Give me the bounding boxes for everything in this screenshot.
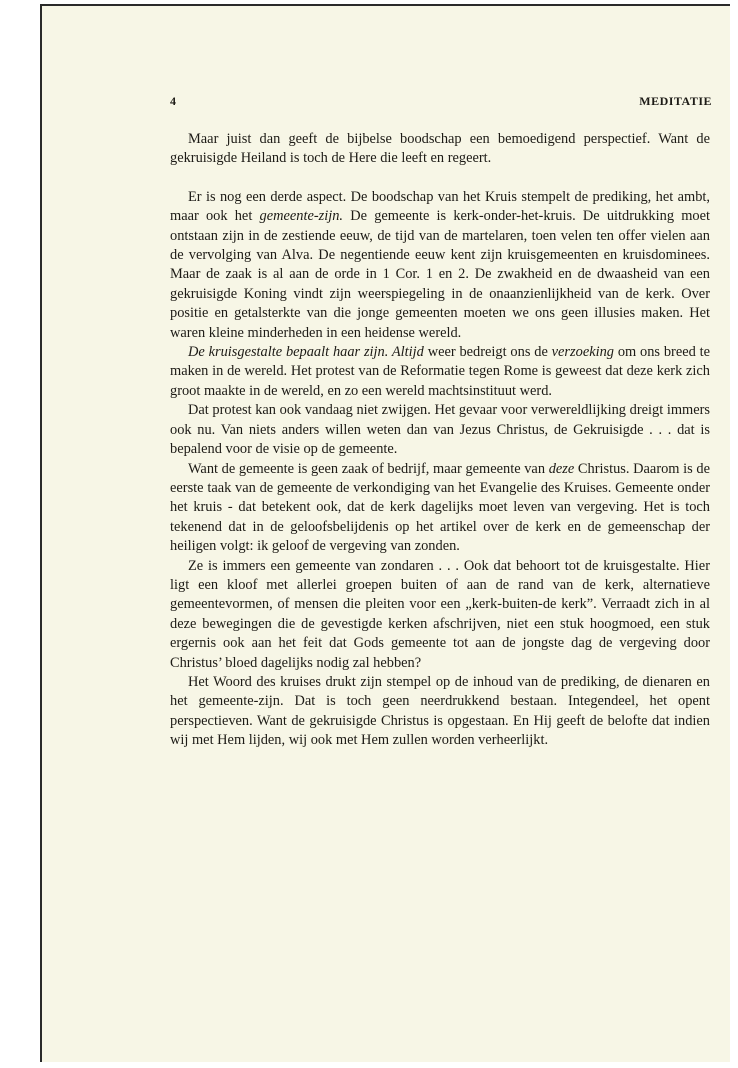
scanned-page (40, 4, 730, 1062)
paragraph (170, 188, 710, 343)
italic-span: verzoeking (551, 344, 614, 361)
paragraph (170, 557, 710, 673)
italic-span: deze (548, 460, 575, 477)
paragraph (170, 130, 710, 169)
text-span: Maar juist dan geeft de bijbelse boodschap een bemoedigend perspectief. Want de gekruisigde Heiland is toch de Here die leeft en regeert. (170, 131, 710, 167)
paragraph (170, 401, 710, 459)
text-span: Dat protest kan ook vandaag niet zwijgen. Het gevaar voor verwereldlijking dreigt immers ook nu. Van niets anders willen weten dan van Jezus Christus, de Gekruisigde . . . dat is bepalend voor de visie op de gemeente. (170, 402, 710, 458)
text-span: weer bedreigt ons de (423, 344, 552, 361)
text-span: De gemeente is kerk-onder-het-kruis. De uitdrukking moet ontstaan zijn in de zestiende eeuw, de tijd van de martelaren, toen velen ten offer vielen aan de vervolging van Alva. De negentiende eeuw kent zijn kruisgemeenten en kruisdominees. Maar de zaak is al aan de orde in 1 Cor. 1 en 2. De zwakheid en de dwaasheid van een gekruisigde Koning vindt zijn weerspiegeling in de onaanzienlijkheid van de kerk. Over positie en getalsterkte van die jonge gemeenten moeten we ons geen illusies maken. Het waren kleine minderheden in een heidense wereld. (170, 208, 710, 341)
paragraph (170, 673, 710, 751)
page-header (170, 94, 712, 116)
paragraph (170, 460, 710, 557)
page-number: 4 (170, 94, 176, 108)
text-span: Want de gemeente is geen zaak of bedrijf, maar gemeente van (188, 460, 549, 477)
text-span: Ze is immers een gemeente van zondaren . . . Ook dat behoort tot de kruisgestalte. Hier ligt een kloof met allerlei groepen buiten of aan de rand van de kerk, alternatieve gemeentevormen, of mensen die pleiten voor een „kerk-buiten-de kerk”. Verraadt zich in al deze bewegingen die de gevestigde kerken afschrijven, niet een stuk hoogmoed, een stuk ergernis ook aan het feit dat Gods gemeente tot aan de jongste dag de vergeving door Christus’ bloed dagelijks nodig zal hebben? (170, 557, 710, 671)
italic-span: De kruisgestalte bepaalt haar zijn. Altijd (188, 344, 424, 361)
italic-span: gemeente-zijn. (259, 208, 344, 225)
text-span: om ons breed te maken in de wereld. Het protest van de Reformatie tegen Rome is geweest dat deze kerk zich groot maakte in de wereld, en zo een wereld machtsinstituut werd. (170, 344, 710, 399)
text-span: Christus. Daarom is de eerste taak van de gemeente de verkondiging van het Evangelie des Kruises. Gemeente onder het kruis - dat betekent ook, dat de kerk dagelijks moet leven van vergeving. Het is toch tekenend dat in de geloofsbelijdenis op het artikel over de kerk en de gemeenschap der heiligen volgt: ik geloof de vergeving van zonden. (170, 460, 710, 555)
text-span: Er is nog een derde aspect. De boodschap van het Kruis stempelt de prediking, het ambt, maar ook het (170, 188, 710, 225)
text-span: Het Woord des kruises drukt zijn stempel op de inhoud van de prediking, de dienaren en het gemeente-zijn. Dat is toch geen neerdrukkend bestaan. Integendeel, het opent perspectieven. Want de gekruisigde Christus is opgestaan. En Hij geeft de belofte dat indien wij met Hem lijden, wij ook met Hem zullen worden verheerlijkt. (170, 673, 710, 749)
body-text (170, 130, 710, 751)
paragraph (170, 343, 710, 401)
running-head: MEDITATIE (639, 94, 712, 108)
